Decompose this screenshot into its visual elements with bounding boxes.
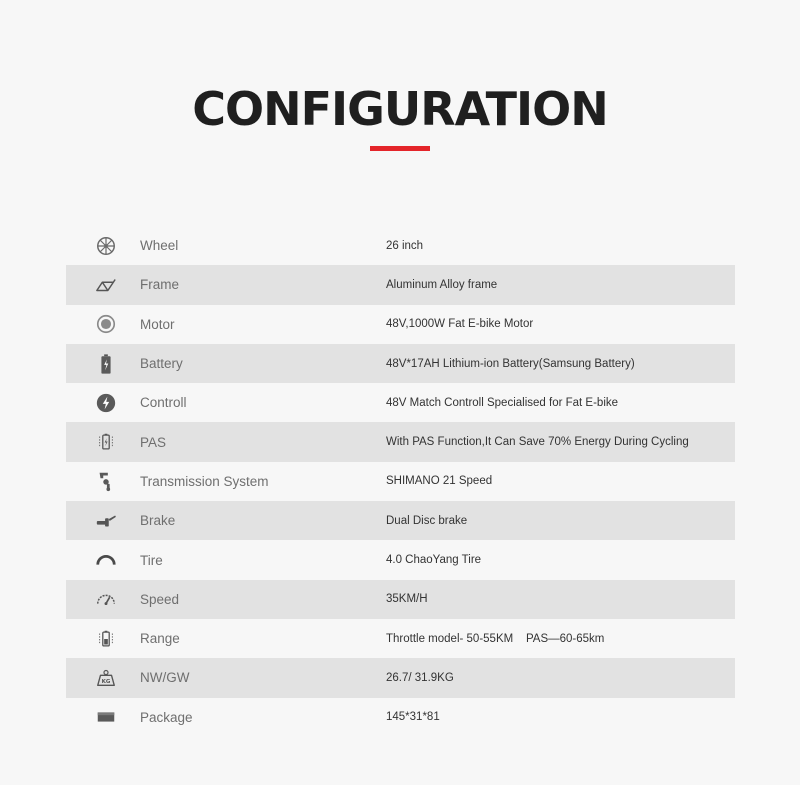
spec-row-speed: [66, 580, 735, 619]
spec-row-wheel: [66, 226, 735, 265]
spec-label: Battery: [140, 356, 183, 372]
spec-row-package: [66, 698, 735, 737]
spec-row-weight: [66, 658, 735, 697]
spec-row-tire: [66, 540, 735, 579]
spec-row-transmission: [66, 462, 735, 501]
spec-value: With PAS Function,It Can Save 70% Energy During Cycling: [386, 436, 689, 449]
spec-label: Motor: [140, 316, 175, 332]
spec-label: Package: [140, 709, 193, 725]
spec-label: Wheel: [140, 238, 179, 254]
lightning-icon: [94, 391, 118, 415]
spec-value: 48V,1000W Fat E-bike Motor: [386, 318, 534, 331]
spec-label: PAS: [140, 434, 167, 450]
derailleur-icon: [94, 469, 118, 493]
speedometer-icon: [94, 587, 118, 611]
spec-value: 26 inch: [386, 239, 424, 252]
spec-row-range: [66, 619, 735, 658]
spec-label: Brake: [140, 513, 176, 529]
spec-label: Tire: [140, 552, 163, 568]
spec-row-brake: [66, 501, 735, 540]
spec-value: 48V*17AH Lithium-ion Battery(Samsung Battery): [386, 357, 635, 370]
spec-table: [66, 226, 735, 737]
spec-label: Transmission System: [140, 473, 269, 489]
weight-icon: [94, 666, 118, 690]
spec-row-pas: [66, 422, 735, 461]
spec-row-motor: [66, 305, 735, 344]
spec-label: NW/GW: [140, 670, 190, 686]
spec-value: Dual Disc brake: [386, 514, 468, 527]
frame-icon: [94, 273, 118, 297]
spec-value: 35KM/H: [386, 593, 428, 606]
spec-label: Frame: [140, 277, 180, 293]
spec-row-frame: [66, 265, 735, 304]
brake-lever-icon: [94, 509, 118, 533]
spec-value: 4.0 ChaoYang Tire: [386, 554, 482, 567]
spec-value: 145*31*81: [386, 711, 440, 724]
spec-label: Range: [140, 631, 180, 647]
svg-text:KG: KG: [101, 678, 111, 685]
spec-row-battery: [66, 344, 735, 383]
page-title: CONFIGURATION: [192, 82, 608, 136]
spec-label: Controll: [140, 395, 187, 411]
spec-value: 26.7/ 31.9KG: [386, 671, 454, 684]
spec-value: 48V Match Controll Specialised for Fat E-bike: [386, 396, 619, 409]
range-battery-icon: [94, 627, 118, 651]
motor-icon: [94, 312, 118, 336]
spec-label: Speed: [140, 591, 180, 607]
battery-icon: [94, 352, 118, 376]
spec-value: Aluminum Alloy frame: [386, 278, 498, 291]
spec-row-controll: [66, 383, 735, 422]
spec-value: SHIMANO 21 Speed: [386, 475, 493, 488]
spec-value: Throttle model- 50-55KM PAS—60-65km: [386, 632, 605, 645]
pas-battery-icon: [94, 430, 118, 454]
wheel-icon: [94, 234, 118, 258]
tire-icon: [94, 548, 118, 572]
title-underline: [370, 146, 430, 151]
package-icon: [94, 705, 118, 729]
